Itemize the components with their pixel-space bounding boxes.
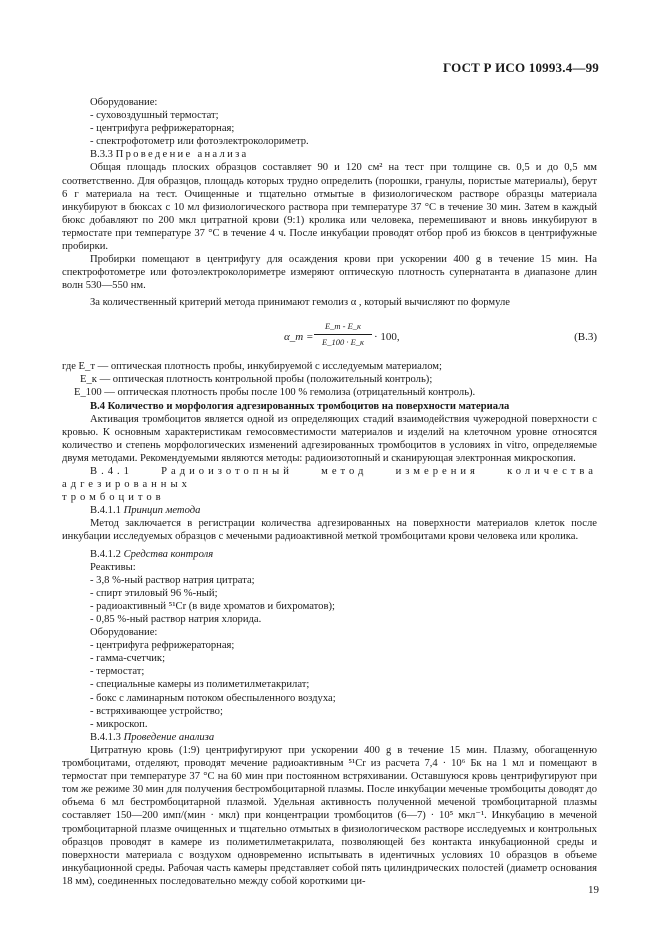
legend-row: E_к — оптическая плотность контрольной пробы (положительный контроль); <box>80 373 433 385</box>
equipment-heading: Оборудование: <box>90 627 158 639</box>
paragraph: Активация тромбоцитов является одной из определяющих стадий взаимодействия чужеродной поверхности с кровью. К основным характеристикам гемосовместимости материалов и изделий на клеточном уровне относятся количество и степень морфологических изменений адгезированных тромбоцитов в условиях in vitro, определяемые двумя методами. Рекомендуемыми являются методы: радиоизотопный и сканирующая электронная микроскопия. <box>62 413 597 464</box>
section-number: В.3.3 <box>90 149 113 161</box>
section-title: Проведение анализа <box>123 731 215 743</box>
formula-b3 <box>62 316 597 356</box>
equipment-item: - суховоздушный термостат; <box>90 110 219 122</box>
equipment-item: - встряхивающее устройство; <box>90 705 223 717</box>
section-title: Средства контроля <box>123 548 214 560</box>
formula-numerator: E_т - E_к <box>314 320 372 335</box>
paragraph: Пробирки помещают в центрифугу для осаждения крови при ускорении 400 g в течение 15 мин. На спектрофотометре или фотоэлектроколориметре измеряют оптическую плотность супернатанта в диапазоне длин волн 530—550 нм. <box>62 254 597 292</box>
formula-fraction <box>314 320 372 349</box>
reagent-item: - 3,8 %-ный раствор натрия цитрата; <box>90 574 255 586</box>
paragraph: Метод заключается в регистрации количества адгезированных на поверхности материалов клеток после инкубации исследуемых образцов с мечеными радиоактивной меткой тромбоцитами крови человека или кролика. <box>62 518 597 543</box>
reagent-item: - 0,85 %-ный раствор натрия хлорида. <box>90 614 262 625</box>
section-title: Проведение анализа <box>115 149 249 161</box>
section-b413-heading <box>62 731 597 744</box>
formula-legend <box>62 360 597 400</box>
section-b41-title-cont: тромбоцитов <box>62 492 165 504</box>
section-b4-title: В.4 Количество и морфология адгезированных тромбоцитов на поверхности материала <box>90 400 510 412</box>
section-b411-heading <box>62 504 597 517</box>
section-number: В.4.1.3 <box>90 731 121 743</box>
legend-row: E_100 — оптическая плотность пробы после 100 % гемолиза (отрицательный контроль). <box>74 386 476 398</box>
reagent-item: - спирт этиловый 96 %-ный; <box>90 587 218 599</box>
formula-rhs: · 100, <box>374 330 400 343</box>
equipment-item: - центрифуга рефрижераторная; <box>90 123 235 135</box>
reagents-heading: Реактивы: <box>90 561 136 573</box>
equipment-item: - центрифуга рефрижераторная; <box>90 640 235 652</box>
equipment-item: - термостат; <box>90 666 145 678</box>
formula-denominator: E_100 · E_к <box>322 336 364 347</box>
paragraph: Цитратную кровь (1:9) центрифугируют при ускорении 400 g в течение 15 мин. Плазму, обогащенную тромбоцитами, отделяют, проводят мечение радиоактивным ⁵¹Cr из расчета 7,4 · 10⁶ Бк на 1 мл и помещают в термостат при температуре 37 °С на 60 мин при постоянном встряхивании. Оставшуюся кровь центрифугируют при том же режиме 30 мин для получения бестромбоцитарной плазмы. После инкубации меченые тромбоциты доводят до объема 6 мл бестромбоцитарной плазмой. Удельная активность полученной меченой тромбоцитарной плазмы составляет 150—200 имп/(мин · мкл) при концентрации тромбоцитов (6—7) · 10⁵ мкл⁻¹. Инкубацию в меченой тромбоцитарной плазме очищенных и тщательно отмытых в физиологическом растворе исследуемых и контрольных образцов проводят в камере из полиметилметакрилата, позволяющей без контакта инкубационной среды и поверхности материала с воздухом одновременно испытывать в идентичных условиях 10 образцов в объеме инкубационной среды. Рабочая часть камеры представляет собой пять цилиндрических полостей (диаметр основания 18 мм), соединенных последовательно между собой короткими ци- <box>62 744 597 887</box>
section-number: В.4.1.2 <box>90 548 121 560</box>
equipment-item: - специальные камеры из полиметилметакрилат; <box>90 679 310 691</box>
equipment-item: - микроскоп. <box>90 718 148 730</box>
page-body <box>62 96 597 888</box>
formula-number: (В.3) <box>574 330 597 343</box>
section-b33-heading <box>62 148 597 161</box>
page-number: 19 <box>588 884 599 896</box>
section-title: Принцип метода <box>123 505 201 517</box>
equipment-item: - спектрофотометр или фотоэлектроколориметр. <box>90 136 309 148</box>
legend-row: где E_т — оптическая плотность пробы, инкубируемой с исследуемым материалом; <box>62 360 442 372</box>
section-number: В.4.1.1 <box>90 505 121 517</box>
equipment-heading: Оборудование: <box>90 97 158 108</box>
reagent-item: - радиоактивный ⁵¹Cr (в виде хроматов и бихроматов); <box>90 600 335 612</box>
formula-lhs: α_т = <box>284 330 314 343</box>
paragraph: За количественный критерий метода принимают гемолиз α , который вычисляют по формуле <box>90 297 510 309</box>
paragraph: Общая площадь плоских образцов составляет 90 и 120 см² на тест при толщине св. 0,5 и до 0,5 мм соответственно. Для образцов, площадь которых трудно определить (порошки, гранулы, пористые материалы), берут 6 г материала на тест. Очищенные и тщательно отмытые в физиологическом растворе образцы материала инкубируют в бюксах с 10 мл физиологического раствора при температуре 37 °С в течение 30 мин. Затем в каждый бюкс добавляют по 200 мкл цитратной крови (9:1) кролика или человека, перемешивают и вновь инкубируют в термостате при температуре 37 °С в течение 4 ч. После инкубации проводят отбор проб из бюксов в центрифужные пробирки. <box>62 162 597 253</box>
equipment-item: - гамма-счетчик; <box>90 653 166 665</box>
document-code: ГОСТ Р ИСО 10993.4—99 <box>442 60 599 75</box>
section-b41-title: В.4.1 Радиоизотопный метод измерения количества адгезированных <box>62 465 597 491</box>
section-b412-heading <box>62 548 597 561</box>
equipment-item: - бокс с ламинарным потоком обеспыленного воздуха; <box>90 692 336 704</box>
